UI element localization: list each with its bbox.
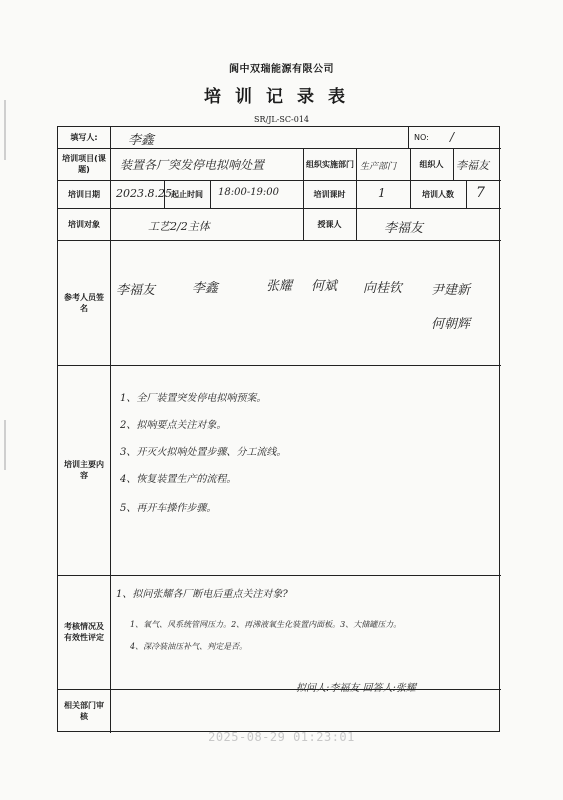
scan-timestamp: 2025-08-29 01:23:01 — [208, 730, 355, 744]
attendee-signature: 何斌 — [311, 279, 338, 294]
target-label: 培训对象 — [68, 219, 100, 229]
assessment-label: 考核情况及有效性评定 — [64, 622, 104, 642]
column-divider — [110, 127, 111, 733]
assessment-answer: 1、氧气、风系统管网压力。2、再沸液氧生化装置内面板。3、大储罐压力。 — [130, 620, 402, 629]
column-divider — [466, 180, 467, 208]
company-name: 阆中双瑞能源有限公司 — [229, 64, 334, 75]
row-divider — [58, 689, 501, 690]
scan-mark — [4, 100, 6, 160]
record-table — [57, 126, 500, 732]
count-value: 7 — [476, 185, 485, 201]
attendee-signature: 何朝辉 — [431, 317, 471, 332]
column-divider — [210, 180, 211, 208]
attendees-label: 参考人员签名 — [64, 292, 104, 313]
row-divider — [58, 575, 501, 576]
teacher-signature: 李福友 — [384, 221, 424, 236]
project-value: 装置各厂突发停电拟响处置 — [120, 158, 265, 172]
hours-value: 1 — [378, 186, 386, 200]
hours-label: 培训课时 — [313, 189, 346, 199]
row-divider — [58, 365, 501, 366]
org-dept-value: 生产部门 — [360, 162, 397, 172]
row-divider — [58, 240, 501, 241]
number-label: NO: — [414, 133, 429, 142]
assessment-answer: 4、深冷装油压补气、判定是否。 — [130, 642, 248, 651]
content-item: 1、全厂装置突发停电拟响预案。 — [120, 393, 267, 404]
column-divider — [356, 148, 357, 180]
organizer-label: 组织人 — [419, 159, 444, 169]
time-value: 18:00-19:00 — [218, 187, 280, 198]
start-time-label: 起止时间 — [171, 189, 203, 199]
teacher-label: 授课人 — [317, 219, 342, 229]
column-divider — [356, 180, 357, 208]
document-title: 培训记录表 — [204, 87, 359, 107]
attendee-signature: 尹建新 — [431, 283, 471, 298]
scan-mark — [4, 420, 6, 470]
count-label: 培训人数 — [422, 189, 454, 199]
project-label: 培训项目(课题) — [62, 154, 106, 174]
content-item: 5、再开车操作步骤。 — [120, 503, 217, 514]
column-divider — [453, 148, 454, 180]
assessment-question: 1、拟问张耀各厂断电后重点关注对象? — [116, 589, 288, 600]
content-item: 2、拟响要点关注对象。 — [120, 420, 227, 431]
content-item: 4、恢复装置生产的流程。 — [120, 474, 237, 485]
row-divider — [58, 208, 501, 209]
attendee-signature: 李鑫 — [192, 281, 219, 296]
column-divider — [356, 208, 357, 240]
column-divider — [303, 148, 304, 180]
content-item: 3、开灭火拟响处置步骤、分工流线。 — [120, 447, 287, 458]
assessment-signature: 拟问人:李福友 回答人:张耀 — [296, 683, 416, 694]
main-content-label: 培训主要内容 — [64, 460, 104, 480]
org-dept-label: 组织实施部门 — [306, 159, 354, 169]
organizer-signature: 李福友 — [456, 159, 489, 172]
attendee-signature: 向桂钦 — [363, 281, 403, 296]
filler-label: 填写人: — [70, 133, 98, 142]
document-code: SR/JL-SC-014 — [254, 115, 309, 124]
date-label: 培训日期 — [68, 189, 100, 199]
target-value: 工艺2/2主体 — [148, 220, 210, 233]
filler-signature: 李鑫 — [128, 133, 155, 148]
attendee-signature: 李福友 — [116, 283, 156, 298]
attendee-signature: 张耀 — [266, 279, 293, 294]
dept-review-label: 相关部门审核 — [64, 701, 104, 721]
number-value: / — [450, 130, 455, 144]
date-value: 2023.8.25 — [116, 187, 172, 200]
